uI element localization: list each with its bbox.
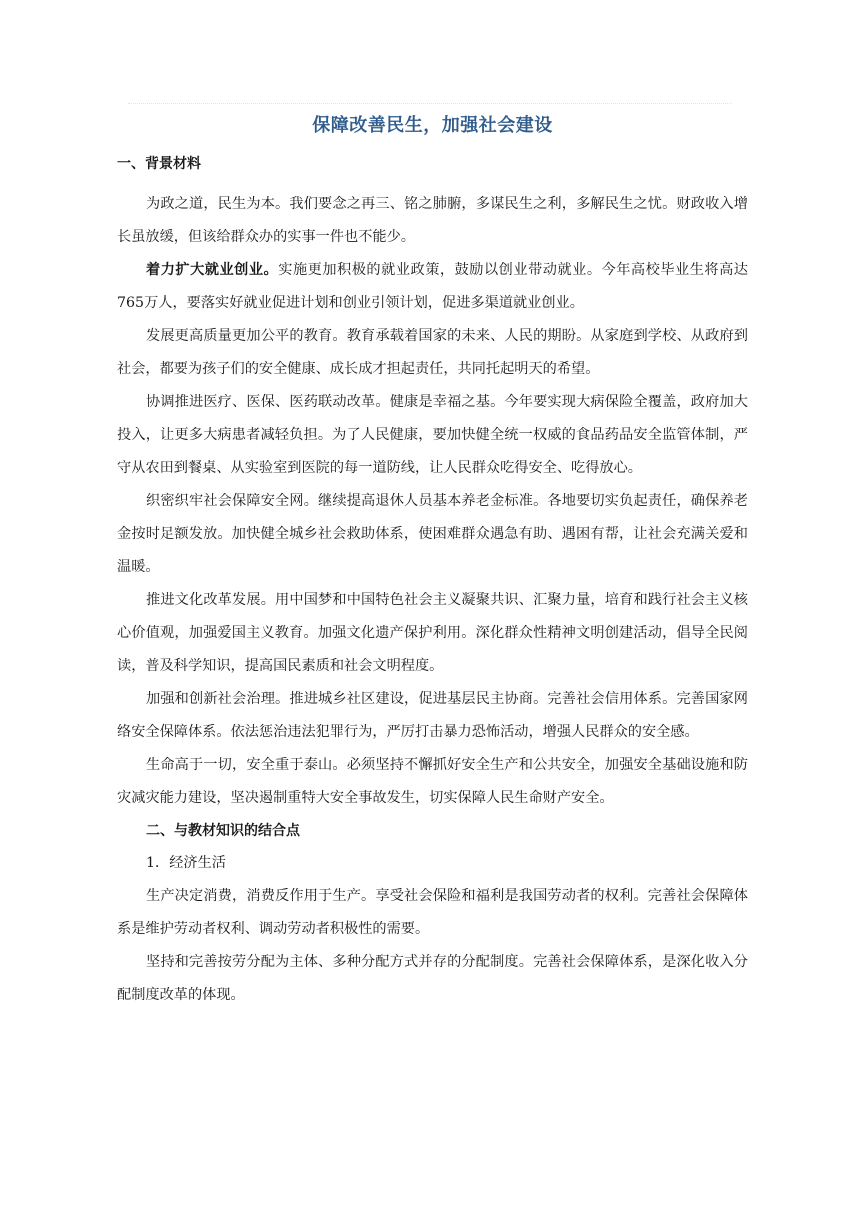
paragraph-lead: 着力扩大就业创业。 [146,262,279,278]
paragraph-social-security: 织密织牢社会保障安全网。继续提高退休人员基本养老金标准。各地要切实负起责任，确保养老金按时足额发放。加快健全城乡社会救助体系，使困难群众遇急有助、遇困有帮，让社会充满关爱和温暖。 [117,493,748,575]
subsection-economic-life: 1．经济生活 [146,855,226,871]
paragraph-culture: 推进文化改革发展。用中国梦和中国特色社会主义凝聚共识、汇聚力量，培育和践行社会主义核心价值观，加强爱国主义教育。加强文化遗产保护利用。深化群众性精神文明创建活动，倡导全民阅读，普及科学知识，提高国民素质和社会文明程度。 [117,592,748,674]
paragraph-education: 发展更高质量更加公平的教育。教育承载着国家的未来、人民的期盼。从家庭到学校、从政府到社会，都要为孩子们的安全健康、成长成才担起责任，共同托起明天的希望。 [117,328,748,377]
paragraph-employment [117,254,748,320]
paragraph-production-consumption: 生产决定消费，消费反作用于生产。享受社会保险和福利是我国劳动者的权利。完善社会保障体系是维护劳动者权利、调动劳动者积极性的需要。 [117,888,748,937]
paragraph-medical: 协调推进医疗、医保、医药联动改革。健康是幸福之基。今年要实现大病保险全覆盖，政府加大投入，让更多大病患者减轻负担。为了人民健康，要加快健全统一权威的食品药品安全监管体制，严守从农田到餐桌、从实验室到医院的每一道防线，让人民群众吃得安全、吃得放心。 [117,394,748,476]
section-heading-textbook: 二、与教材知识的结合点 [146,823,300,839]
paragraph-text: 实施更加积极的就业政策，鼓励以创业带动就业。今年高校毕业生将高达765万人，要落实好就业促进计划和创业引领计划，促进多渠道就业创业。 [117,262,748,311]
paragraph-distribution: 坚持和完善按劳分配为主体、多种分配方式并存的分配制度。完善社会保障体系，是深化收入分配制度改革的体现。 [117,954,748,1003]
paragraph-safety: 生命高于一切，安全重于泰山。必须坚持不懈抓好安全生产和公共安全，加强安全基础设施和防灾减灾能力建设，坚决遏制重特大安全事故发生，切实保障人民生命财产安全。 [117,757,748,806]
paragraph-governance: 加强和创新社会治理。推进城乡社区建设，促进基层民主协商。完善社会信用体系。完善国家网络安全保障体系。依法惩治违法犯罪行为，严厉打击暴力恐怖活动，增强人民群众的安全感。 [117,691,748,740]
paragraph-livelihood: 为政之道，民生为本。我们要念之再三、铭之肺腑，多谋民生之利，多解民生之忧。财政收入增长虽放缓，但该给群众办的实事一件也不能少。 [117,196,748,245]
document-title: 保障改善民生，加强社会建设 [312,115,553,136]
section-heading-background: 一、背景材料 [117,156,201,172]
